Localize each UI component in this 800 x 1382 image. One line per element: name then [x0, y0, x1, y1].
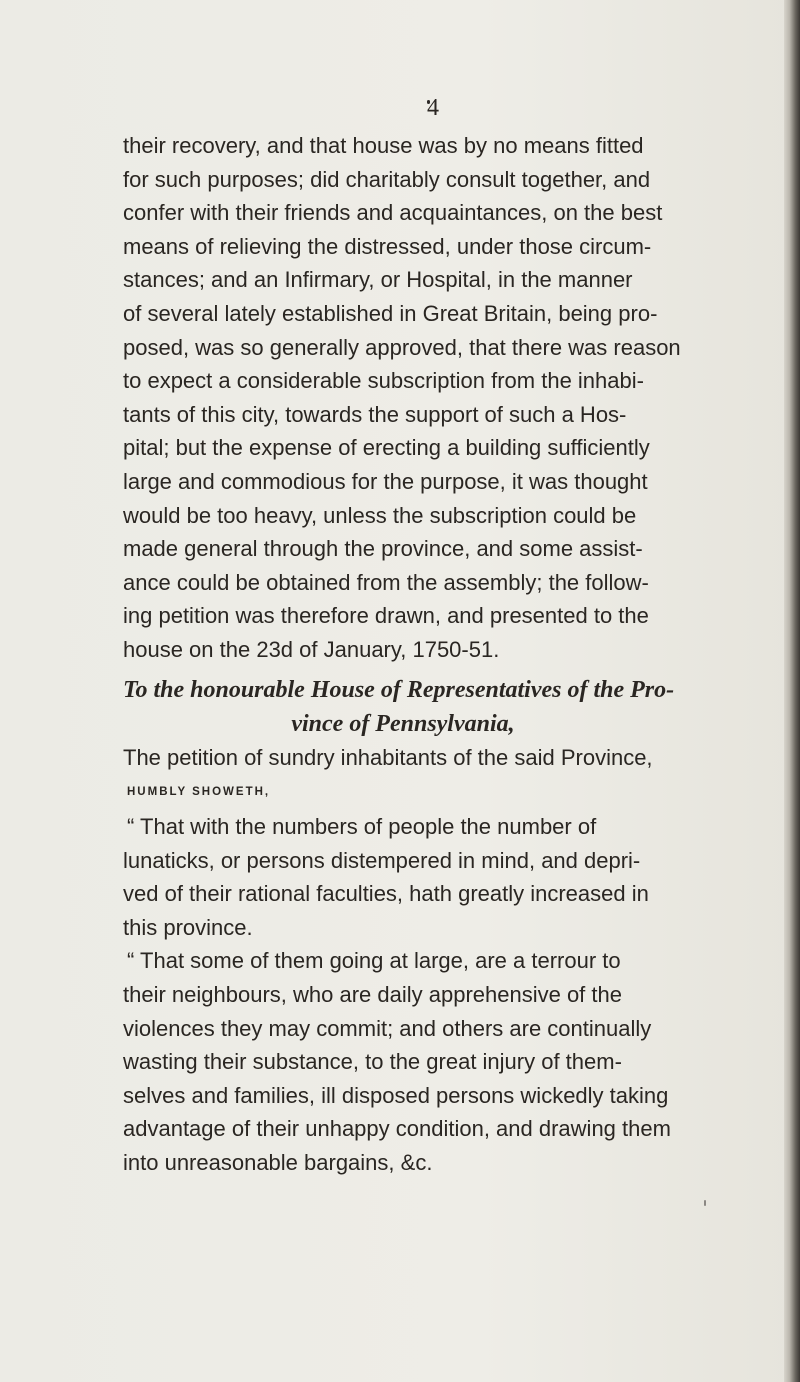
- text-line: lunaticks, or persons distempered in mind, and depri-: [123, 847, 641, 873]
- text-line: wasting their substance, to the great injury of them-: [123, 1049, 622, 1075]
- text-line: of several lately established in Great Britain, being pro-: [123, 300, 658, 326]
- text-line: made general through the province, and some assist-: [123, 536, 643, 562]
- text-line: into unreasonable bargains, &c.: [123, 1150, 433, 1176]
- text-line: advantage of their unhappy condition, and drawing them: [123, 1116, 671, 1142]
- page-number: 4: [427, 95, 439, 121]
- text-line: this province.: [123, 914, 253, 940]
- body-text: [123, 129, 683, 1180]
- text-line: ance could be obtained from the assembly; the follow-: [123, 569, 649, 595]
- paragraph-2: [123, 810, 683, 944]
- text-line: confer with their friends and acquaintances, on the best: [123, 200, 663, 226]
- text-line: “ That some of them going at large, are a terrour to: [127, 948, 621, 974]
- text-line: stances; and an Infirmary, or Hospital, in the manner: [123, 267, 633, 293]
- heading-line: To the honourable House of Representatives of the Pro-: [123, 676, 675, 703]
- petition-intro: The petition of sundry inhabitants of the said Province,: [123, 744, 653, 770]
- text-line: their neighbours, who are daily apprehensive of the: [123, 982, 622, 1008]
- text-line: large and commodious for the purpose, it was thought: [123, 468, 648, 494]
- heading-line: vince of Pennsylvania,: [291, 710, 515, 737]
- text-line: ved of their rational faculties, hath greatly increased in: [123, 881, 649, 907]
- paragraph-1: [123, 129, 683, 667]
- text-line: for such purposes; did charitably consult together, and: [123, 166, 651, 192]
- text-line: would be too heavy, unless the subscription could be: [123, 502, 637, 528]
- text-line: pital; but the expense of erecting a building sufficiently: [123, 435, 650, 461]
- address-heading: [123, 673, 683, 741]
- paragraph-3: [123, 944, 683, 1179]
- humbly-showeth: HUMBLY SHOWETH,: [127, 786, 271, 799]
- text-line: ing petition was therefore drawn, and presented to the: [123, 603, 649, 629]
- text-line: to expect a considerable subscription from the inhabi-: [123, 368, 644, 394]
- text-line: means of relieving the distressed, under those circum-: [123, 233, 652, 259]
- text-line: house on the 23d of January, 1750-51.: [123, 636, 500, 662]
- page-binding-edge: [784, 0, 800, 1382]
- text-line: their recovery, and that house was by no means fitted: [123, 133, 644, 158]
- ink-speck: [704, 1200, 706, 1206]
- text-line: selves and families, ill disposed persons wickedly taking: [123, 1082, 669, 1108]
- text-line: tants of this city, towards the support of such a Hos-: [123, 401, 627, 427]
- text-line: “ That with the numbers of people the number of: [127, 814, 597, 840]
- text-line: violences they may commit; and others are continually: [123, 1015, 652, 1041]
- text-line: posed, was so generally approved, that there was reason: [123, 334, 681, 360]
